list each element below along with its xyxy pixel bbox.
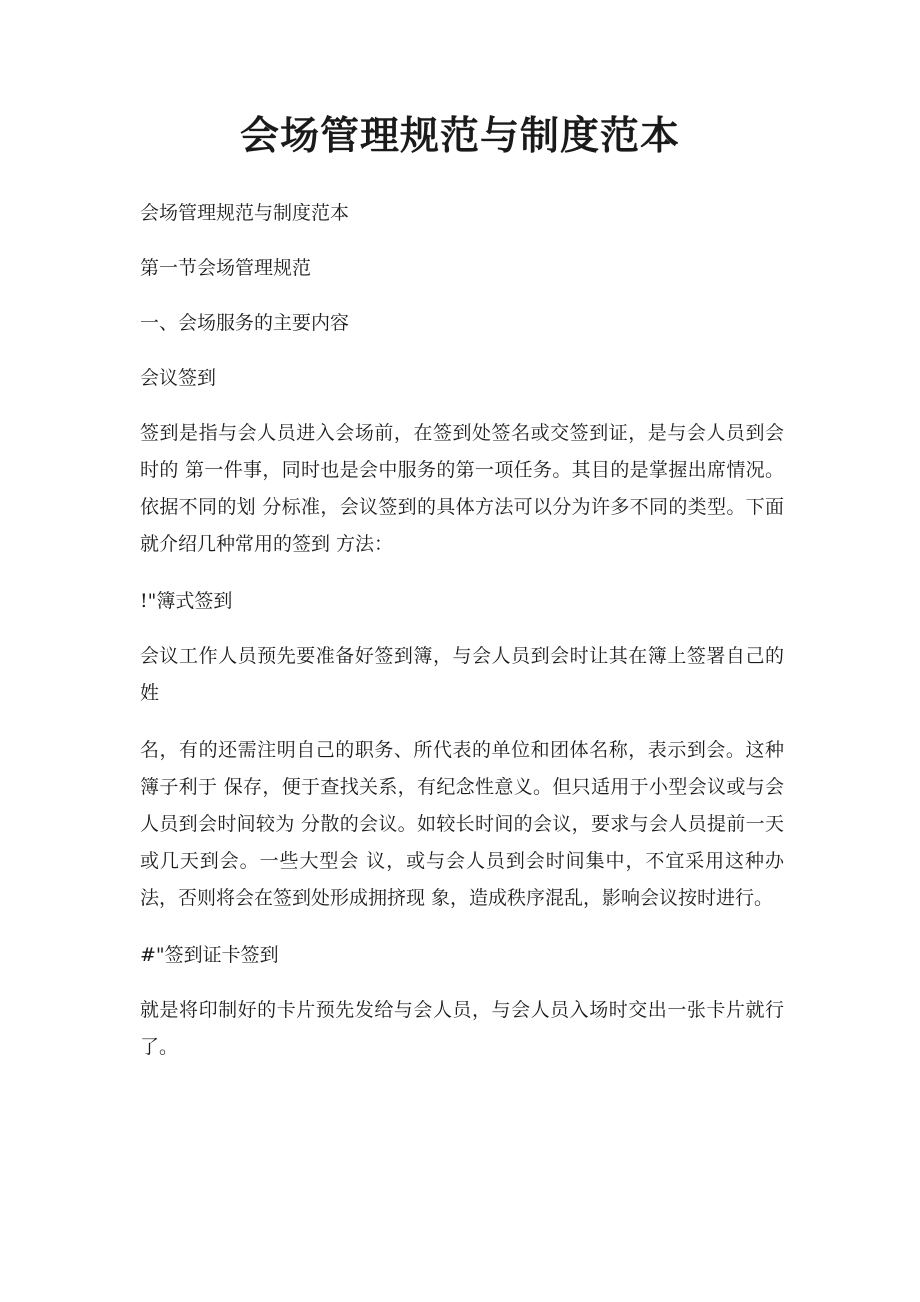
paragraph-subsection-heading: 一、会场服务的主要内容 bbox=[140, 312, 350, 334]
paragraph-card-signin-heading: #"签到证卡签到 bbox=[140, 944, 279, 966]
document-title: 会场管理规范与制度范本 bbox=[239, 113, 680, 159]
paragraph-book-signin-detail: 名，有的还需注明自己的职务、所代表的单位和团体名称，表示到会。这种簿子利于 保存，便于查找关系，有纪念性意义。但只适用于小型会议或与会人员到会时间较为 分散的会议。如较长时间的会议，要求与会人员提前一天或几天到会。一些大型会 议，或与会人员到会时间集中，不宜采用这种办法，否则将会在签到处形成拥挤现 象，造成秩序混乱，影响会议按时进行。 bbox=[140, 739, 784, 909]
paragraph-book-signin-intro: 会议工作人员预先要准备好签到簿，与会人员到会时让其在簿上签署自己的姓 bbox=[140, 645, 784, 704]
paragraph-doc-heading: 会场管理规范与制度范本 bbox=[140, 202, 350, 224]
paragraph-section-heading: 第一节会场管理规范 bbox=[140, 257, 312, 279]
paragraph-item-heading: 会议签到 bbox=[140, 367, 217, 389]
document-body bbox=[140, 195, 784, 1086]
paragraph-signin-description: 签到是指与会人员进入会场前，在签到处签名或交签到证，是与会人员到会时的 第一件事，同时也是会中服务的第一项任务。其目的是掌握出席情况。依据不同的划 分标准，会议签到的具体方法可以分为许多不同的类型。下面就介绍几种常用的签到 方法： bbox=[140, 422, 784, 555]
paragraph-card-signin-detail: 就是将印制好的卡片预先发给与会人员，与会人员入场时交出一张卡片就行了。 bbox=[140, 999, 784, 1058]
paragraph-book-signin-heading: !"簿式签到 bbox=[140, 590, 233, 612]
